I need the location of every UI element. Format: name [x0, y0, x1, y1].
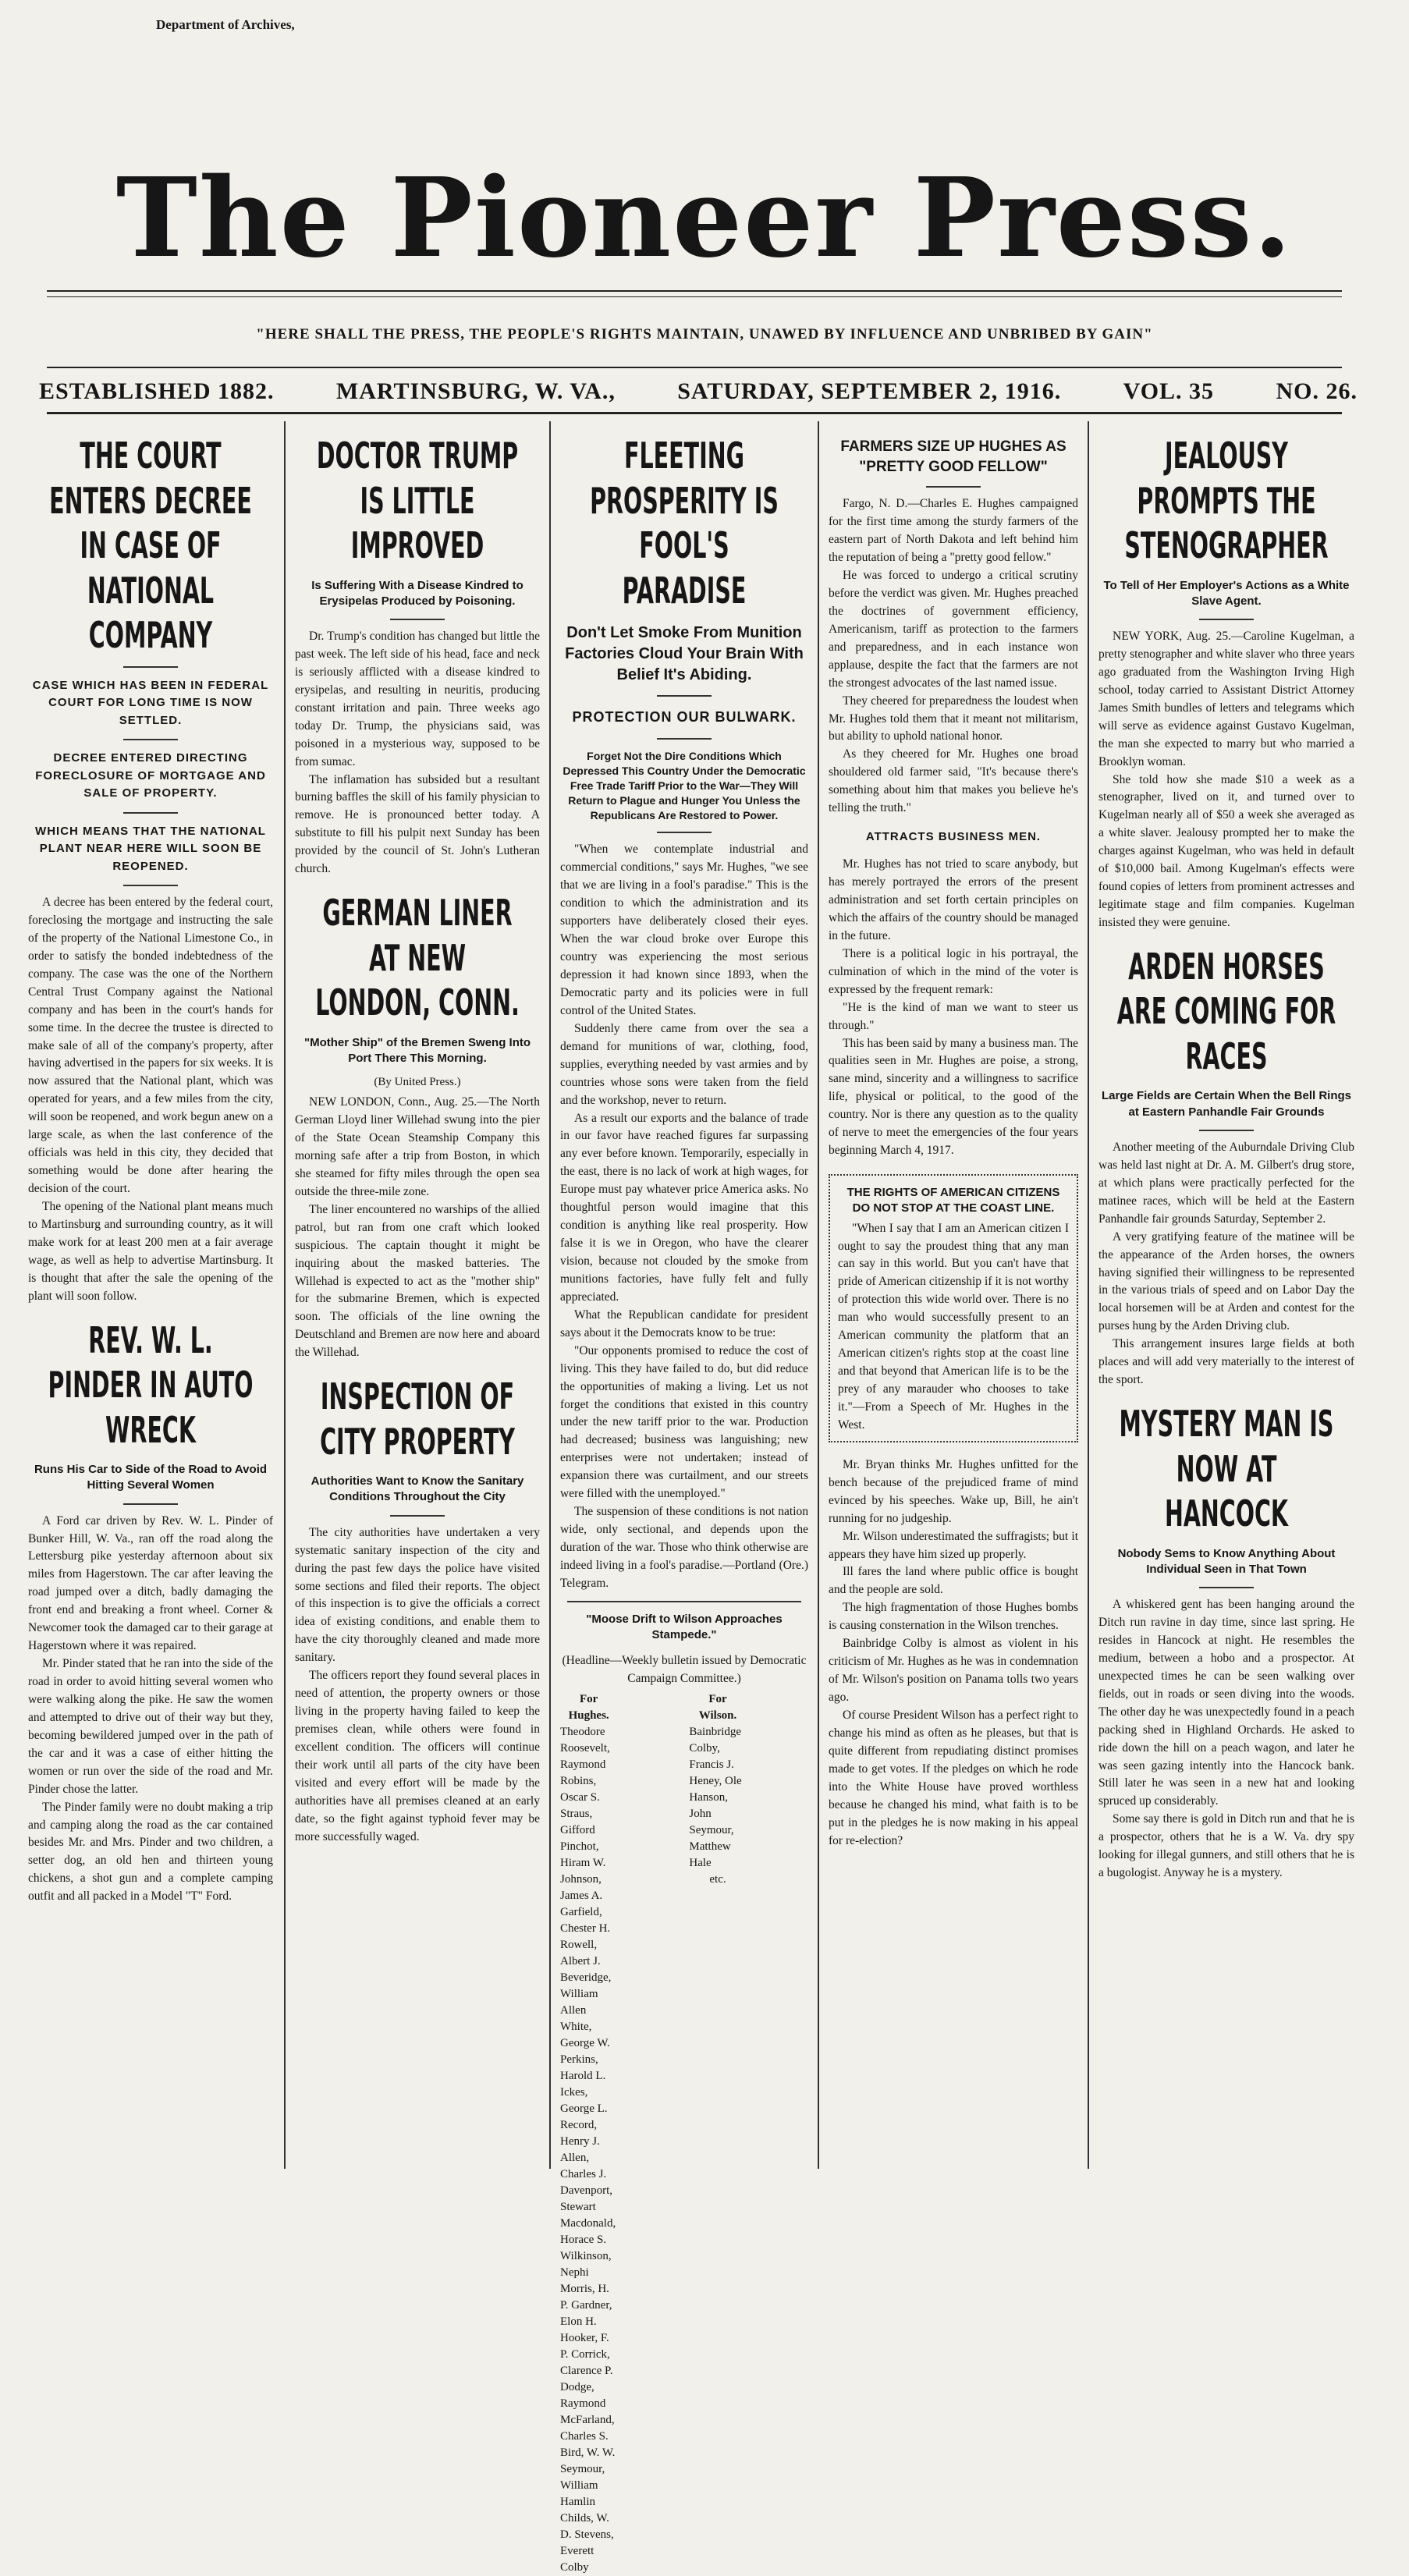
headline-fleeting-prosperity: FLEETING PROSPERITY IS FOOL'S PARADISE	[590, 435, 779, 612]
article-paragraph: Mr. Hughes has not tried to scare anybody, but has merely portrayed the errors of the present administration and set forth certain principles on which the affairs of the country should be managed in the future.	[829, 857, 1078, 942]
article-paragraph: Ill fares the land where public office is bought and the people are sold.	[829, 1565, 1078, 1597]
etc-note: etc.	[709, 1873, 726, 1886]
deck: WHICH MEANS THAT THE NATIONAL PLANT NEAR HERE WILL SOON BE REOPENED.	[35, 824, 266, 873]
name-lists	[560, 1691, 808, 2576]
article-paragraph: "Our opponents promised to reduce the cost of living. This they have failed to do, but did reduce the opportunities of making a living. Let us not forget the conditions that existed in this country under the new tariff prior to the war. Production had decreased; business was languishing; new enterprises were not undertaken; instead of expansion there was curtailment, and our streets were filled with the unemployed."	[560, 1343, 808, 1501]
article-paragraph: Dr. Trump's condition has changed but little the past week. The left side of his head, face and neck is seriously afflicted with a disease kindred to erysipelas, and resulting in neuritis, producing constant irritation and pain. Three weeks ago today Dr. Trump, the physicians said, was poisoned in a mysterious way, supposed to be from sumac.	[295, 630, 540, 768]
wilson-names: Bainbridge Colby, Francis J. Heney, Ole Hanson, John Seymour, Matthew Hale	[689, 1726, 742, 1870]
article-paragraph: A decree has been entered by the federal court, foreclosing the mortgage and instructing the sale of the property of the National Limestone Co., in order to satisfy the bonded indebtedness of the company. The case was the one of the Northern Central Trust Company against the National company and has been in the court's hands for some time. In the decree the trustee is directed to make sale of all of the company's property, after having advertised in the papers for six weeks. It is now assured that the National plant, which was operated for years, and a few miles from the city, will soon be reopened, and work begun anew on a large scale, as when the last conference of the officials was held in this city, they decided that something would be done after hearing the decision of the court.	[28, 896, 273, 1195]
established: ESTABLISHED 1882.	[39, 378, 275, 404]
article-paragraph: As they cheered for Mr. Hughes one broad shouldered old farmer said, "It's because there's something about him that makes you believe he's telling the truth."	[829, 747, 1078, 815]
column-4	[824, 421, 1083, 2169]
article-paragraph: The liner encountered no warships of the allied patrol, but ran from one craft which looked suspicious. The captain thought it might be inquiring about the masked batteries. The Willehad is expected to act as the "mother ship" for the submarine Bremen, which is expected soon. The officials of the line owning the Deutschland and Bremen are now here and aboard the Willehad.	[295, 1202, 540, 1360]
article-paragraph: A Ford car driven by Rev. W. L. Pinder of Bunker Hill, W. Va., ran off the road along the Lettersburg pike yesterday afternoon about six miles from Hagerstown. The car after leaving the road jumped over a ditch, badly damaging the front end and breaking a front wheel. Corner & Newcomer took the damaged car to their garage at Hagerstown where it was repaired.	[28, 1513, 273, 1653]
column-1	[23, 421, 278, 2169]
column-rule-4	[1088, 421, 1089, 2169]
quote-box	[829, 1174, 1078, 1442]
article-paragraph: Mr. Pinder stated that he ran into the side of the road in order to avoid hitting several women who were walking along the pike. He saw the women and attempted to drive out of their way but they, becoming bewildered jumped over in the path of the car and it was a case of either hitting the women or run over the side of the road and Mr. Pinder chose the latter.	[28, 1657, 273, 1796]
article-paragraph: NEW YORK, Aug. 25.—Caroline Kugelman, a pretty stenographer and white slaver who three years ago graduated from the Washington Irving High school, today carried to Assistant District Attorney James Smith bundles of letters and telegrams which will serve as evidence against Gustavo Kugelman, the man she expected to marry but who married a Brooklyn woman.	[1098, 630, 1354, 768]
deck: To Tell of Her Employer's Actions as a White Slave Agent.	[1103, 578, 1350, 608]
motto: "HERE SHALL THE PRESS, THE PEOPLE'S RIGHTS MAINTAIN, UNAWED BY INFLUENCE AND UNBRIBED BY GAIN"	[256, 326, 1153, 342]
volume: VOL. 35	[1123, 378, 1215, 404]
separator	[657, 695, 712, 697]
article-paragraph: "He is the kind of man we want to steer us through."	[829, 1000, 1078, 1032]
hughes-names: Theodore Roosevelt, Raymond Robins, Oscar S. Straus, Gifford Pinchot, Hiram W. Johnson, James A. Garfield, Chester H. Rowell, Albert J. Beveridge, William Allen White, George W. Perkins, Harold L. Ickes, George L. Record, Henry J. Allen, Charles J. Davenport, Stewart Macdonald, Horace S. Wilkinson, Nephi Morris, H. P. Gardner, Elon H. Hooker, F. P. Corrick, Clarence P. Dodge, Raymond McFarland, Charles S. Bird, W. W. Seymour, William Hamlin Childs, W. D. Stevens, Everett Colby	[560, 1726, 616, 2574]
deck: DECREE ENTERED DIRECTING FORECLOSURE OF MORTGAGE AND SALE OF PROPERTY.	[35, 751, 266, 800]
place: MARTINSBURG, W. VA.,	[335, 378, 616, 404]
article-paragraph: "When we contemplate industrial and commercial conditions," says Mr. Hughes, "we see that we are living in a fool's paradise." This is the condition to which the administration and its supporters have deliberately closed their eyes. When the war cloud broke over Europe this country was experiencing the most serious depression it had known since 1893, when the Democratic party and its policies were in full control of the United States.	[560, 843, 808, 1017]
issue-date: SATURDAY, SEPTEMBER 2, 1916.	[677, 378, 1062, 404]
headline-arden-horses: ARDEN HORSES ARE COMING FOR RACES	[1116, 945, 1336, 1077]
issue-number: NO. 26.	[1276, 378, 1358, 404]
separator	[1199, 1587, 1254, 1588]
headline-doctor-trump: DOCTOR TRUMP IS LITTLE IMPROVED	[316, 435, 519, 566]
article-paragraph: As a result our exports and the balance of trade in our favor have reached figures far surpassing any ever before known. Temporarily, especially in the east, there is no lack of work at high wages, for Europe must pay whatever price America asks. No thoughtful person would imagine that this condition is anything like real prosperity. How false it is we in Oregon, who have the clearer vision, because not clouded by the smoke from munitions factories, have fully felt and fully appreciated.	[560, 1111, 808, 1304]
masthead-title: The Pioneer Press.	[115, 154, 1294, 282]
article-paragraph: NEW LONDON, Conn., Aug. 25.—The North German Lloyd liner Willehad swung into the pier of the State Ocean Steamship Company this morning safe after a trip from Boston, in which she steamed for fifty miles through the open sea outside the three-mile zone.	[295, 1095, 540, 1198]
moose-headline: "Moose Drift to Wilson Approaches Stampede."	[586, 1612, 783, 1642]
byline: (By United Press.)	[374, 1076, 461, 1089]
article-paragraph: The city authorities have undertaken a very systematic sanitary inspection of the city and during the past few days the police have visited some sections and filed their reports. The object of this inspection is to give the officials a correct idea of existing conditions, and enable them to have the city thoroughly cleaned and made more sanitary.	[295, 1525, 540, 1665]
article-paragraph: A whiskered gent has been hanging around the Ditch run ravine in day time, since last spring. He resides in Hancock at night. He resembles the medium, between a hobo and a prospector. At unexpected times he can be seen walking over fields, out in roads or seen diving into the woods. The other day he was unexpectedly found in a peach packing shed in Highland Orchards. He asked to ride down the hill on a peach wagon, and later he was seen gazing intently into the Hancock bank. Still later he was seen in a new hat and looking spruced up considerably.	[1098, 1598, 1354, 1808]
headline-farmers-hughes: FARMERS SIZE UP HUGHES AS "PRETTY GOOD FELLOW"	[840, 438, 1067, 475]
masthead-rule-bottom	[47, 296, 1342, 297]
deck: "Mother Ship" of the Bremen Sweng Into Port There This Morning.	[303, 1035, 531, 1065]
article-paragraph: Bainbridge Colby is almost as violent in his criticism of Mr. Hughes as he was in condemnation of Mr. Wilson's position on Panama tolls two years ago.	[829, 1637, 1078, 1705]
separator	[123, 1503, 178, 1505]
article-paragraph: Suddenly there came from over the sea a demand for munitions of war, clothing, food, supplies, everything needed by vast armies and by countries whose sons were taken from the field and the workshop, never to return.	[560, 1021, 808, 1107]
article-paragraph: The opening of the National plant means much to Martinsburg and surrounding country, as it will make work for at least 200 men at a fair average wage, as well as help to advertise Martinsburg. It is thought that after the sale the opening of the plant will soon follow.	[28, 1199, 273, 1303]
separator	[657, 832, 712, 833]
article-paragraph: A very gratifying feature of the matinee will be the appearance of the Arden horses, the owners having signified their willingness to be represented in the various trials of speed and on Labor Day the local horsemen will be at Arden and contest for the purses hung by the Arden Driving club.	[1098, 1229, 1354, 1333]
quote-box-heading: THE RIGHTS OF AMERICAN CITIZENS DO NOT STOP AT THE COAST LINE.	[846, 1186, 1060, 1215]
deck: Runs His Car to Side of the Road to Avoid Hitting Several Women	[34, 1463, 268, 1492]
separator	[926, 486, 981, 488]
headline-mystery-man: MYSTERY MAN IS NOW AT HANCOCK	[1119, 1403, 1334, 1535]
article-paragraph: Another meeting of the Auburndale Driving Club was held last night at Dr. A. M. Gilbert's drug store, at which plans were practically perfected for the matinee races, which will be held at the Eastern Panhandle fair grounds Saturday, September 2.	[1098, 1140, 1354, 1226]
article-paragraph: The suspension of these conditions is not nation wide, only sectional, and depends upon the duration of the war. Those who think otherwise are indeed living in a fool's paradise.—Portland (Ore.) Telegram.	[560, 1505, 808, 1590]
article-paragraph: Mr. Wilson underestimated the suffragists; but it appears they have him sized up properly.	[829, 1529, 1078, 1561]
dateline	[39, 378, 1358, 405]
dateline-rule-bottom	[47, 412, 1342, 414]
article-paragraph: What the Republican candidate for president says about it the Democrats know to be true:	[560, 1308, 808, 1339]
deck: Nobody Sems to Know Anything About Individual Seen in That Town	[1117, 1546, 1336, 1576]
headline-court-decree: THE COURT ENTERS DECREE IN CASE OF NATIONAL COMPANY	[49, 435, 252, 656]
separator	[390, 1515, 445, 1517]
headline-german-liner: GERMAN LINER AT NEW LONDON, CONN.	[315, 892, 520, 1024]
separator	[390, 619, 445, 620]
column-rule-3	[818, 421, 819, 2169]
headline-jealousy: JEALOUSY PROMPTS THE STENOGRAPHER	[1124, 435, 1329, 566]
article-paragraph: The high fragmentation of those Hughes bombs is causing consternation in the Wilson trenches.	[829, 1601, 1078, 1633]
separator	[1199, 1130, 1254, 1131]
separator	[123, 812, 178, 814]
subhead: ATTRACTS BUSINESS MEN.	[865, 830, 1042, 844]
article-paragraph: The inflamation has subsided but a resultant burning baffles the skill of his family physician to remove. He is pronounced better today. A substitute to fill his pulpit next Sunday has been provided by the council of St. John's Lutheran church.	[295, 772, 540, 876]
column-5	[1094, 421, 1359, 2169]
quote-box-text: "When I say that I am an American citizen I ought to say the proudest thing that any man can say in this world. But you can't have that pride of American citizenship if it is not worthy of protection this wide world over. There is no man who would successfully present to an American community the platform that an American citizen's rights stop at the coast line and that beyond that American life is to be the prey of any marauder who chooses to take it."—From a Speech of Mr. Hughes in the West.	[838, 1221, 1069, 1432]
separator	[567, 1601, 801, 1602]
article-paragraph: Mr. Bryan thinks Mr. Hughes unfitted for the bench because of the prejudiced frame of mind evinced by his speeches. Wake up, Bill, he ain't running for no judgeship.	[829, 1457, 1078, 1525]
column-2	[290, 421, 545, 2169]
masthead-rule-top	[47, 290, 1342, 292]
separator	[657, 738, 712, 740]
separator	[123, 666, 178, 668]
separator	[123, 885, 178, 886]
article-paragraph: Some say there is gold in Ditch run and that he is a prospector, others that he is a W. Va. dry spy looking for illegal gunners, and still others that he is a bugologist. Anyway he is a mystery.	[1098, 1812, 1354, 1880]
article-paragraph: Of course President Wilson has a perfect right to change his mind as often as he pleases, but that is quite different from repudiating distinct promises made to get votes. If the pledges on which he rode into the White House have proved worthless because he changed his mind, what faith is to be put in the pledges he is now making in his appeal for re-election?	[829, 1708, 1078, 1847]
article-paragraph: She told how she made $10 a week as a stenographer, lived on it, and turned over to Kugelman nearly all of $50 a week she averaged as a white slaver. Jealousy prompted her to make the charges against Kugelman, who was held in default of $10,000 bail. Among Kugelman's effects were found copies of letters from prominent actresses and legitimate stage and film companies. Kugelman insisted they were genuine.	[1098, 772, 1354, 929]
deck: Authorities Want to Know the Sanitary Conditions Throughout the City	[311, 1474, 524, 1504]
article-paragraph: They cheered for preparedness the loudest when Mr. Hughes told them that it meant not militarism, but ability to uphold national honor.	[829, 694, 1078, 743]
dateline-rule-top	[47, 367, 1342, 368]
moose-deck: (Headline—Weekly bulletin issued by Democratic Campaign Committee.)	[562, 1654, 807, 1686]
article-paragraph: The officers report they found several places in need of attention, the property owners or those living in the property having failed to keep the premises clean, while others were found in excellent condition. The officers will continue their work until all parts of the city have been visited and every effort will be made by the authorities have all premises cleaned at an early date, so the fight against typhoid fever may be more successfully waged.	[295, 1669, 540, 1843]
deck: Large Fields are Certain When the Bell Rings at Eastern Panhandle Fair Grounds	[1101, 1089, 1352, 1119]
subhead: PROTECTION OUR BULWARK.	[572, 709, 797, 725]
deck: Forget Not the Dire Conditions Which Depressed This Country Under the Democratic Free Trade Tariff Prior to the War—They Will Return to Plague and Hunger You Unless the Republicans Are Restored to Power.	[563, 750, 806, 821]
article-paragraph: This arrangement insures large fields at both places and will add very materially to the interest of the sport.	[1098, 1337, 1354, 1387]
headline-city-inspection: INSPECTION OF CITY PROPERTY	[320, 1375, 515, 1463]
headline-pinder-wreck: REV. W. L. PINDER IN AUTO WRECK	[48, 1318, 254, 1451]
deck: Is Suffering With a Disease Kindred to Erysipelas Produced by Poisoning.	[311, 578, 523, 608]
article-paragraph: This has been said by many a business man. The qualities seen in Mr. Hughes are poise, a strong, sane mind, sincerity and a willingness to sacrifice life, physical or political, to the good of the country. Nor is there any question as to the quality of nerve to meet the emergencies of the four years beginning March 4, 1917.	[829, 1036, 1078, 1158]
deck: CASE WHICH HAS BEEN IN FEDERAL COURT FOR LONG TIME IS NOW SETTLED.	[32, 678, 269, 727]
separator	[1199, 619, 1254, 620]
deck: Don't Let Smoke From Munition Factories Cloud Your Brain With Belief It's Abiding.	[565, 624, 804, 683]
column-rule-2	[549, 421, 551, 2169]
for-wilson-label: For Wilson.	[698, 1693, 737, 1723]
article-paragraph: There is a political logic in his portrayal, the culmination of which in the mind of the voter is expressed by the frequent remark:	[829, 946, 1078, 996]
article-paragraph: Fargo, N. D.—Charles E. Hughes campaigned for the first time among the sturdy farmers of the eastern part of North Dakota and left behind him the reputation of being a "pretty good fellow."	[829, 497, 1078, 565]
article-paragraph: He was forced to undergo a critical scrutiny before the verdict was given. Mr. Hughes preached the doctrines of government efficiency, Americanism, tariff as protection to the farmers and preparedness, and in each instance won applause, despite the fact that the farmers are not the strongest advocates of the last named issue.	[829, 569, 1078, 690]
separator	[123, 739, 178, 740]
column-rule-1	[284, 421, 286, 2169]
for-hughes-label: For Hughes.	[568, 1693, 609, 1723]
article-paragraph: The Pinder family were no doubt making a trip and camping along the road as the car contained besides Mr. and Mrs. Pinder and two children, a setter dog, an old hen and thirteen young chickens, a shot gun and a complete camping outfit and all packed in a Model "T" Ford.	[28, 1800, 273, 1904]
column-3	[555, 421, 813, 2574]
archives-stamp: Department of Archives,	[156, 17, 295, 32]
